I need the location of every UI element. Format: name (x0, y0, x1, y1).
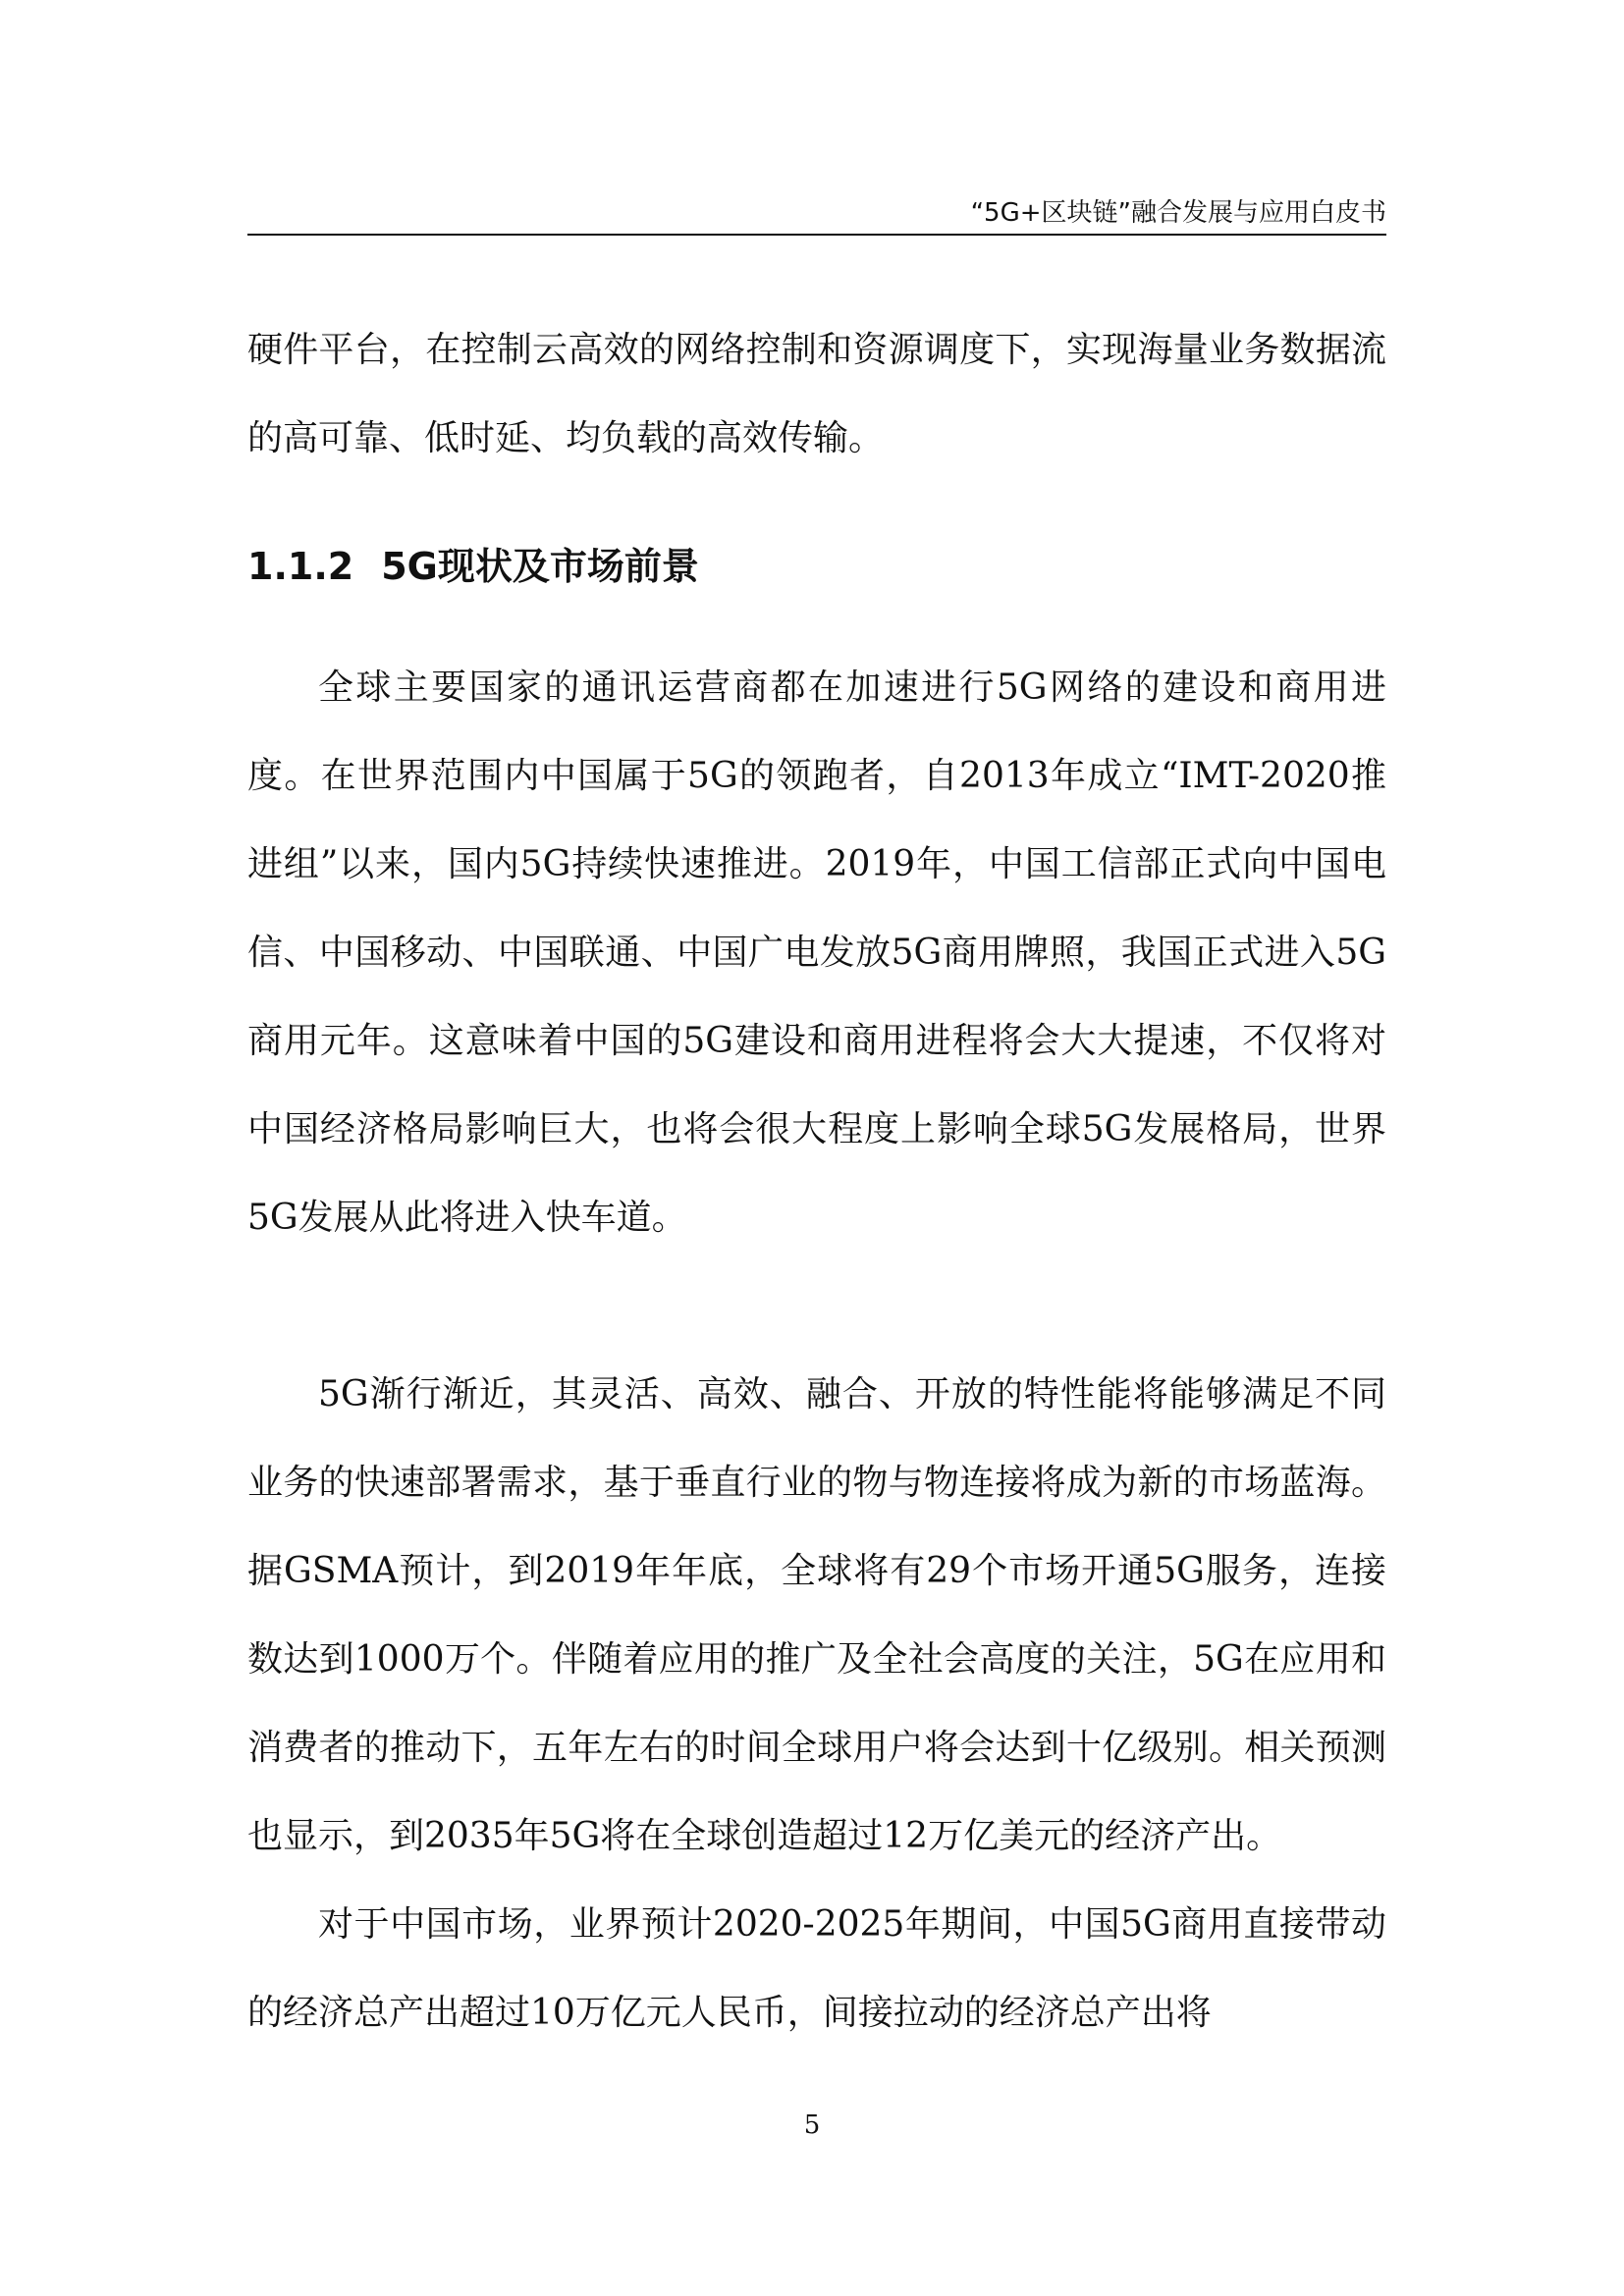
paragraph-continuation: 硬件平台，在控制云高效的网络控制和资源调度下，实现海量业务数据流的高可靠、低时延、均负载的高效传输。 (247, 330, 1386, 458)
paragraph-china-market: 对于中国市场，业界预计2020-2025年期间，中国5G商用直接带动的经济总产出超过10万亿元人民币，间接拉动的经济总产出将 (247, 1904, 1386, 2033)
section-title: 5G现状及市场前景 (381, 545, 699, 588)
paragraph-5g-market: 5G渐行渐近，其灵活、高效、融合、开放的特性能将能够满足不同业务的快速部署需求，基于垂直行业的物与物连接将成为新的市场蓝海。据GSMA预计，到2019年年底，全球将有29个市场开通5G服务，连接数达到1000万个。伴随着应用的推广及全社会高度的关注，5G在应用和消费者的推动下，五年左右的时间全球用户将会达到十亿级别。相关预测也显示，到2035年5G将在全球创造超过12万亿美元的经济产出。 (247, 1374, 1386, 1856)
running-header: “5G+区块链”融合发展与应用白皮书 (970, 198, 1386, 228)
page-number: 5 (803, 2110, 821, 2140)
section-number: 1.1.2 (247, 545, 354, 588)
section-heading (247, 532, 1386, 601)
paragraph-global-5g: 全球主要国家的通讯运营商都在加速进行5G网络的建设和商用进度。在世界范围内中国属于5G的领跑者，自2013年成立“IMT-2020推进组”以来，国内5G持续快速推进。2019年，中国工信部正式向中国电信、中国移动、中国联通、中国广电发放5G商用牌照，我国正式进入5G商用元年。这意味着中国的5G建设和商用进程将会大大提速，不仅将对中国经济格局影响巨大，也将会很大程度上影响全球5G发展格局，世界5G发展从此将进入快车道。 (247, 667, 1386, 1238)
header-divider (247, 234, 1386, 236)
